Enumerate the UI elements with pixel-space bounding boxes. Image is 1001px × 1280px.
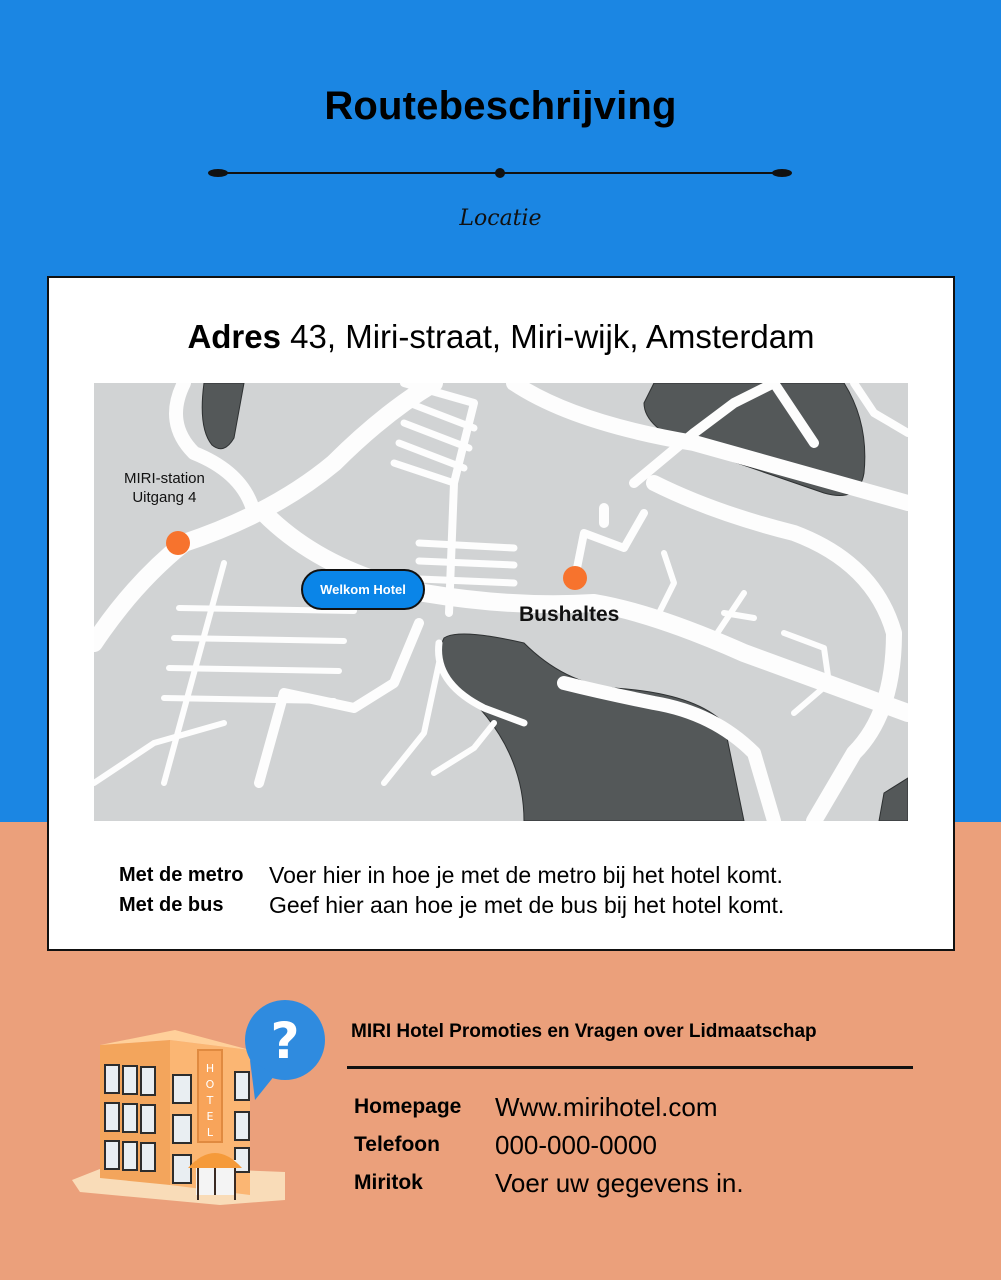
- map[interactable]: [94, 383, 908, 821]
- hotel-question-icon: [70, 1000, 330, 1210]
- contact-label: Telefoon: [354, 1133, 440, 1156]
- route-label: Met de metro: [119, 863, 244, 886]
- station-label: [124, 469, 205, 507]
- svg-text:O: O: [205, 1078, 215, 1091]
- route-directions: [119, 860, 784, 920]
- svg-text:T: T: [206, 1094, 214, 1107]
- contact-row-miritok: [354, 1164, 744, 1202]
- phone-number[interactable]: 000-000-0000: [495, 1129, 657, 1160]
- hotel-marker[interactable]: Welkom Hotel: [301, 569, 425, 610]
- contact-row-homepage: [354, 1088, 744, 1126]
- contact-row-phone: [354, 1126, 744, 1164]
- address: [49, 318, 953, 356]
- address-label: Adres: [187, 318, 281, 355]
- bus-stop-label: Bushaltes: [519, 603, 620, 626]
- homepage-link[interactable]: Www.mirihotel.com: [495, 1091, 718, 1122]
- location-card: [47, 276, 955, 951]
- section-subtitle: Locatie: [459, 206, 542, 231]
- ornamental-divider: [208, 164, 792, 182]
- route-label: Met de bus: [119, 893, 224, 916]
- route-row-bus: [119, 890, 784, 920]
- bus-stop-pin-icon[interactable]: [563, 566, 587, 590]
- contact-info: [354, 1088, 744, 1202]
- contact-title: MIRI Hotel Promoties en Vragen over Lidmaatschap: [351, 1021, 817, 1042]
- page-title: Routebeschrijving: [324, 84, 677, 128]
- svg-text:L: L: [206, 1126, 214, 1139]
- address-value: 43, Miri-straat, Miri-wijk, Amsterdam: [290, 318, 815, 355]
- svg-text:E: E: [206, 1110, 214, 1123]
- contact-label: Homepage: [354, 1095, 462, 1118]
- svg-text:H: H: [205, 1062, 215, 1075]
- station-pin-icon[interactable]: [166, 531, 190, 555]
- route-row-metro: [119, 860, 784, 890]
- contact-label: Miritok: [354, 1171, 423, 1194]
- station-name: MIRI-station: [124, 470, 205, 487]
- route-text: Geef hier aan hoe je met de bus bij het hotel komt.: [269, 891, 785, 918]
- route-text: Voer hier in hoe je met de metro bij het hotel komt.: [269, 861, 783, 888]
- svg-text:?: ?: [270, 1012, 300, 1070]
- map-roads: [94, 383, 908, 821]
- contact-divider: [347, 1066, 913, 1069]
- miritok-value: Voer uw gegevens in.: [495, 1167, 744, 1198]
- station-exit: Uitgang 4: [132, 489, 197, 506]
